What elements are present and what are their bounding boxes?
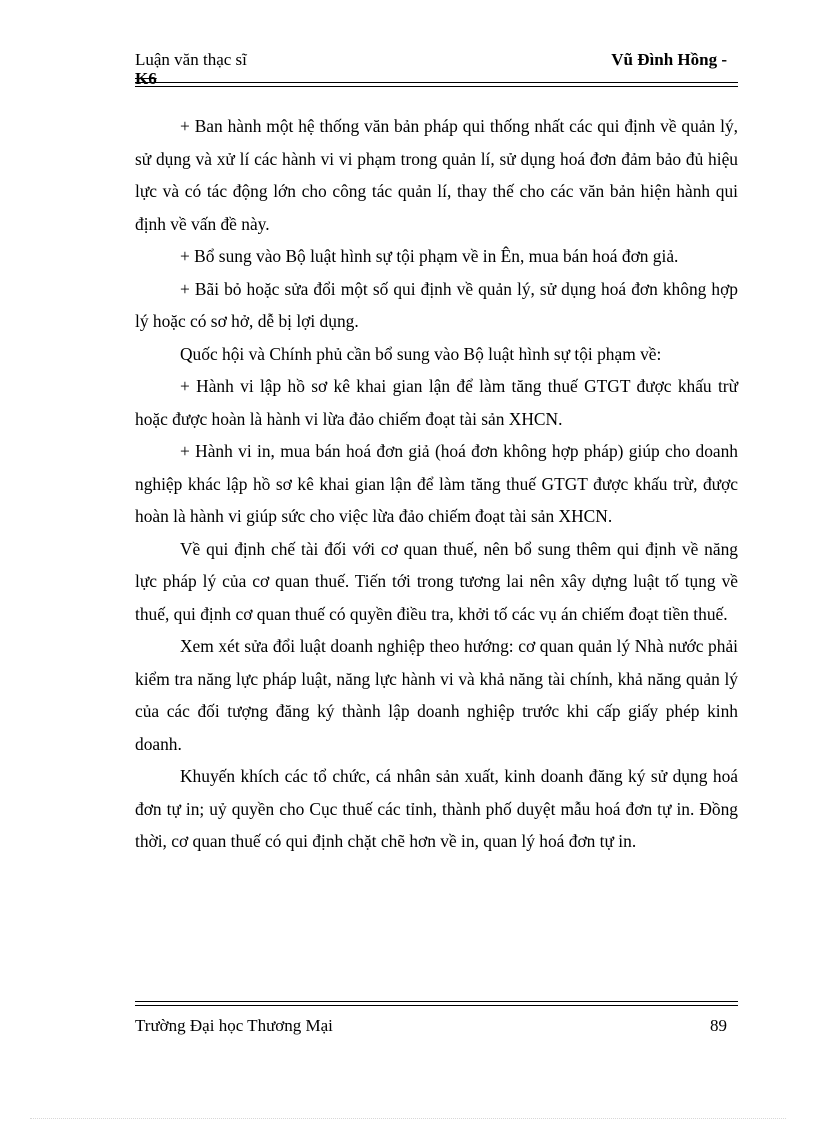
header-thesis-label: Luận văn thạc sĩ (135, 50, 247, 69)
page-number: 89 (710, 1016, 727, 1035)
header-double-rule (135, 82, 738, 87)
footer-institution: Trường Đại học Thương Mại (135, 1016, 333, 1035)
footer-double-rule (135, 1001, 738, 1006)
paragraph: Xem xét sửa đổi luật doanh nghiệp theo hướng: cơ quan quản lý Nhà nước phải kiểm tra năng lực pháp luật, năng lực hành vi và khả năng tài chính, khả năng quản lý của các đối tượng đăng ký thành lập doanh nghiệp trước khi cấp giấy phép kinh doanh. (135, 636, 738, 754)
paragraph: Khuyến khích các tổ chức, cá nhân sản xuất, kinh doanh đăng ký sử dụng hoá đơn tự in; uỷ quyền cho Cục thuế các tỉnh, thành phố duyệt mẫu hoá đơn tự in. Đồng thời, cơ quan thuế có qui định chặt chẽ hơn về in, quan lý hoá đơn tự in. (135, 766, 738, 851)
paragraph: + Hành vi lập hồ sơ kê khai gian lận để làm tăng thuế GTGT được khấu trừ hoặc được hoàn là hành vi lừa đảo chiếm đoạt tài sản XHCN. (135, 376, 738, 429)
paragraph: + Bãi bỏ hoặc sửa đổi một số qui định về quản lý, sử dụng hoá đơn không hợp lý hoặc có sơ hở, dễ bị lợi dụng. (135, 278, 738, 331)
page-body (135, 110, 738, 858)
header-cohort-label: K6 (135, 69, 157, 88)
header-author-name: Vũ Đình Hồng - (611, 50, 727, 69)
paragraph: + Hành vi in, mua bán hoá đơn giả (hoá đơn không hợp pháp) giúp cho doanh nghiệp khác lập hồ sơ kê khai gian lận để làm tăng thuế GTGT được khấu trừ, được hoàn là hành vi giúp sức cho việc lừa đảo chiếm đoạt tài sản XHCN. (135, 441, 738, 526)
paragraph: Về qui định chế tài đối với cơ quan thuế, nên bổ sung thêm qui định về năng lực pháp lý của cơ quan thuế. Tiến tới trong tương lai nên xây dựng luật tố tụng về thuế, qui định cơ quan thuế có quyền điều tra, khởi tố các vụ án chiếm đoạt tiền thuế. (135, 538, 738, 624)
paragraph: + Bổ sung vào Bộ luật hình sự tội phạm về in Ên, mua bán hoá đơn giả. (180, 246, 679, 266)
paragraph: Quốc hội và Chính phủ cần bổ sung vào Bộ luật hình sự tội phạm về: (180, 343, 662, 364)
paragraph: + Ban hành một hệ thống văn bản pháp qui thống nhất các qui định về quản lý, sử dụng và xử lí các hành vi vi phạm trong quản lí, sử dụng hoá đơn đảm bảo đủ hiệu lực và có tác động lớn cho công tác quản lí, thay thế cho các văn bản hiện hành qui định về vấn đề này. (135, 116, 738, 234)
page-edge-divider (30, 1118, 786, 1119)
